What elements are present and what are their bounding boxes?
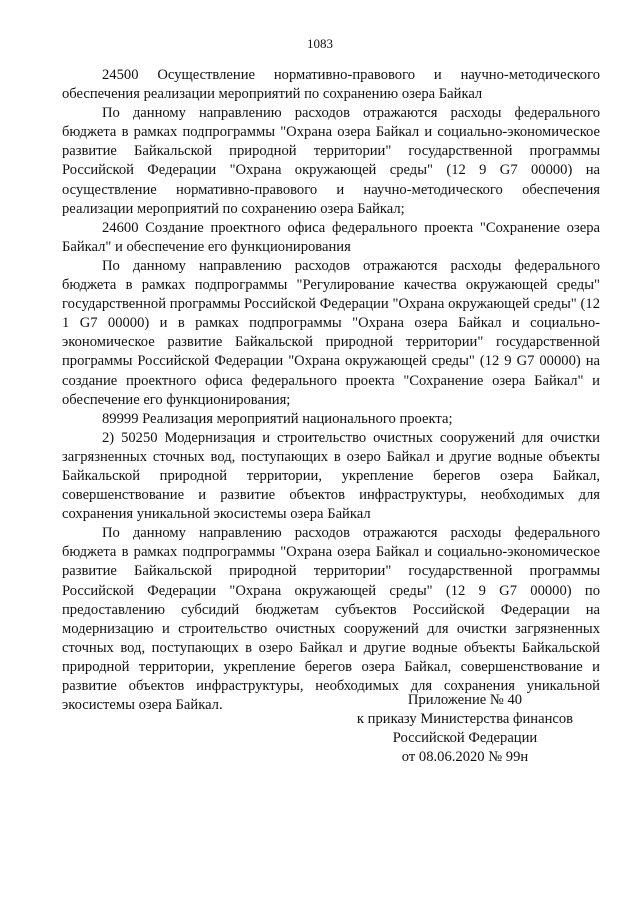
annex-block: [330, 691, 600, 767]
paragraph-24500-description: По данному направлению расходов отражаются расходы федерального бюджета в рамках подпрограммы "Охрана озера Байкал и социально-экономическое развитие Байкальской природной территории" государственной программы Российской Федерации "Охрана окружающей среды" (12 9 G7 00000) на осуществление нормативно-правового и научно-методического обеспечения реализации мероприятий по сохранению озера Байкал;: [62, 105, 600, 217]
page-number: 1083: [307, 36, 333, 51]
annex-authority: Российской Федерации: [392, 730, 538, 747]
annex-order-reference: к приказу Министерства финансов: [356, 711, 574, 728]
paragraph-50250-heading: 2) 50250 Модернизация и строительство очистных сооружений для очистки загрязненных сточных вод, поступающих в озеро Байкал и другие водные объекты Байкальской природной территории, укрепление берегов озера Байкал, совершенствование и развитие объектов инфраструктуры, необходимых для сохранения уникальной экосистемы озера Байкал: [62, 429, 600, 523]
paragraph-24500-heading: 24500 Осуществление нормативно-правового и научно-методического обеспечения реализации мероприятий по сохранению озера Байкал: [62, 67, 600, 103]
document-body: [62, 66, 600, 715]
paragraph-50250-description: По данному направлению расходов отражаются расходы федерального бюджета в рамках подпрограммы "Охрана озера Байкал и социально-экономическое развитие Байкальской природной территории" государственной программы Российской Федерации "Охрана окружающей среды" (12 9 G7 00000) по предоставлению субсидий бюджетам субъектов Российской Федерации на модернизацию и строительство очистных сооружений для очистки загрязненных сточных вод, поступающих в озеро Байкал и другие водные объекты Байкальской природной территории, укрепление берегов озера Байкал, совершенствование и развитие объектов инфраструктуры, необходимых для сохранения уникальной экосистемы озера Байкал.: [62, 525, 600, 714]
annex-date-number: от 08.06.2020 № 99н: [401, 749, 529, 766]
annex-title: Приложение № 40: [407, 692, 523, 708]
paragraph-24600-description: По данному направлению расходов отражаются расходы федерального бюджета в рамках подпрограммы "Регулирование качества окружающей среды" государственной программы Российской Федерации "Охрана окружающей среды" (12 1 G7 00000) и в рамках подпрограммы "Охрана озера Байкал и социально-экономическое развитие Байкальской природной территории" государственной программы Российской Федерации "Охрана окружающей среды" (12 9 G7 00000) на создание проектного офиса федерального проекта "Сохранение озера Байкал" и обеспечение его функционирования;: [62, 257, 600, 408]
paragraph-89999-heading: 89999 Реализация мероприятий национального проекта;: [102, 410, 453, 427]
paragraph-24600-heading: 24600 Создание проектного офиса федерального проекта "Сохранение озера Байкал" и обеспечение его функционирования: [62, 219, 600, 255]
